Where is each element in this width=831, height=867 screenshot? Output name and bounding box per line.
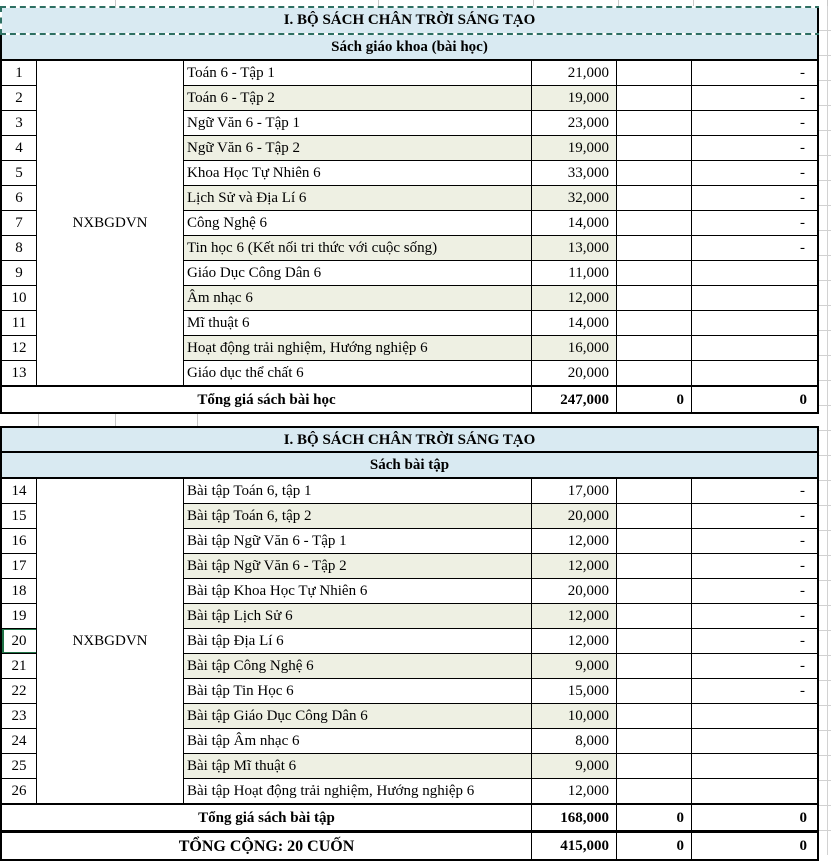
- section2-body: [0, 479, 819, 804]
- row-number-cell[interactable]: 9: [2, 261, 37, 286]
- row-number-cell[interactable]: 25: [2, 754, 37, 779]
- book-name-cell[interactable]: Lịch Sử và Địa Lí 6: [184, 186, 532, 211]
- dash-cell[interactable]: [692, 754, 817, 779]
- empty-cell[interactable]: [617, 361, 692, 386]
- table-row: [184, 111, 817, 136]
- row-number-cell[interactable]: 18: [2, 579, 37, 604]
- empty-cell[interactable]: [617, 311, 692, 336]
- book-rows-column: [184, 479, 817, 804]
- table-row: [184, 504, 817, 529]
- section2-total-row: [0, 804, 819, 832]
- price-cell[interactable]: 12,000: [532, 629, 617, 654]
- row-number-cell[interactable]: 21: [2, 654, 37, 679]
- copied-range-marquee: [0, 6, 831, 35]
- row-number-cell[interactable]: 8: [2, 236, 37, 261]
- dash-cell[interactable]: -: [692, 554, 817, 579]
- gridline: [533, 0, 534, 6]
- price-cell[interactable]: 10,000: [532, 704, 617, 729]
- table-row: [184, 679, 817, 704]
- empty-cell[interactable]: [617, 261, 692, 286]
- price-cell[interactable]: 20,000: [532, 579, 617, 604]
- book-name-cell[interactable]: Giáo dục thể chất 6: [184, 361, 532, 386]
- empty-cell[interactable]: [617, 629, 692, 654]
- empty-cell[interactable]: [617, 86, 692, 111]
- gridline: [38, 414, 39, 426]
- book-name-cell[interactable]: Bài tập Ngữ Văn 6 - Tập 2: [184, 554, 532, 579]
- book-name-cell[interactable]: Bài tập Hoạt động trải nghiệm, Hướng nghiệp 6: [184, 779, 532, 804]
- row-number-cell[interactable]: 11: [2, 311, 37, 336]
- empty-cell[interactable]: [617, 779, 692, 804]
- dash-cell[interactable]: [692, 729, 817, 754]
- gridline: [618, 0, 619, 6]
- total-price-cell[interactable]: 247,000: [532, 387, 617, 413]
- table-row: [184, 286, 817, 311]
- table-row: [184, 261, 817, 286]
- book-name-cell[interactable]: Toán 6 - Tập 2: [184, 86, 532, 111]
- table-row: [184, 161, 817, 186]
- book-name-cell[interactable]: Bài tập Địa Lí 6: [184, 629, 532, 654]
- empty-cell[interactable]: [617, 704, 692, 729]
- empty-cell[interactable]: [617, 336, 692, 361]
- row-number-cell[interactable]: 6: [2, 186, 37, 211]
- table-row: [184, 336, 817, 361]
- price-cell[interactable]: 17,000: [532, 479, 617, 504]
- row-number-cell[interactable]: 10: [2, 286, 37, 311]
- table-row: [184, 554, 817, 579]
- book-rows-column: [184, 61, 817, 386]
- table-row: [184, 604, 817, 629]
- total-col5-cell[interactable]: 0: [617, 387, 692, 413]
- right-gutter: [819, 6, 831, 855]
- price-cell[interactable]: 11,000: [532, 261, 617, 286]
- row-number-cell[interactable]: 3: [2, 111, 37, 136]
- book-name-cell[interactable]: Bài tập Mĩ thuật 6: [184, 754, 532, 779]
- price-cell[interactable]: 20,000: [532, 361, 617, 386]
- gridline: [378, 0, 379, 6]
- table-row: [184, 754, 817, 779]
- dash-cell[interactable]: -: [692, 236, 817, 261]
- book-name-cell[interactable]: Bài tập Khoa Học Tự Nhiên 6: [184, 579, 532, 604]
- grand-total-row: [0, 832, 819, 861]
- dash-cell[interactable]: [692, 261, 817, 286]
- empty-cell[interactable]: [617, 111, 692, 136]
- empty-cell[interactable]: [617, 529, 692, 554]
- row-number-cell[interactable]: 7: [2, 211, 37, 236]
- price-cell[interactable]: 12,000: [532, 779, 617, 804]
- price-cell[interactable]: 19,000: [532, 136, 617, 161]
- dash-cell[interactable]: -: [692, 86, 817, 111]
- price-cell[interactable]: 12,000: [532, 554, 617, 579]
- top-gutter: [0, 0, 831, 6]
- table-row: [184, 236, 817, 261]
- table-row: [184, 311, 817, 336]
- book-name-cell[interactable]: Ngữ Văn 6 - Tập 1: [184, 111, 532, 136]
- gridline: [693, 0, 694, 6]
- row-number-cell[interactable]: 2: [2, 86, 37, 111]
- book-name-cell[interactable]: Ngữ Văn 6 - Tập 2: [184, 136, 532, 161]
- section2-subtitle-cell[interactable]: Sách bài tập: [0, 453, 819, 479]
- empty-cell[interactable]: [617, 504, 692, 529]
- empty-cell[interactable]: [617, 136, 692, 161]
- empty-cell[interactable]: [617, 654, 692, 679]
- book-name-cell[interactable]: Giáo Dục Công Dân 6: [184, 261, 532, 286]
- price-cell[interactable]: 21,000: [532, 61, 617, 86]
- dash-cell[interactable]: -: [692, 679, 817, 704]
- price-cell[interactable]: 12,000: [532, 529, 617, 554]
- table-row: [184, 86, 817, 111]
- price-cell[interactable]: 15,000: [532, 679, 617, 704]
- row-number-column: [2, 479, 37, 804]
- dash-cell[interactable]: [692, 311, 817, 336]
- dash-cell[interactable]: -: [692, 604, 817, 629]
- empty-cell[interactable]: [617, 679, 692, 704]
- empty-cell[interactable]: [617, 729, 692, 754]
- dash-cell[interactable]: [692, 779, 817, 804]
- dash-cell[interactable]: -: [692, 61, 817, 86]
- empty-cell[interactable]: [617, 479, 692, 504]
- price-cell[interactable]: 16,000: [532, 336, 617, 361]
- table-row: [184, 704, 817, 729]
- dash-cell[interactable]: [692, 336, 817, 361]
- publisher-cell[interactable]: NXBGDVN: [37, 61, 184, 386]
- dash-cell[interactable]: -: [692, 479, 817, 504]
- row-number-column: [2, 61, 37, 386]
- section1-subtitle-cell[interactable]: Sách giáo khoa (bài học): [0, 35, 819, 61]
- book-name-cell[interactable]: Tin học 6 (Kết nối tri thức với cuộc sống): [184, 236, 532, 261]
- section1-total-row: [0, 386, 819, 414]
- table-row: [184, 579, 817, 604]
- empty-cell[interactable]: [617, 236, 692, 261]
- empty-cell[interactable]: [617, 604, 692, 629]
- grand-total-price-cell[interactable]: 415,000: [532, 833, 617, 860]
- row-number-cell[interactable]: 19: [2, 604, 37, 629]
- row-number-cell[interactable]: 1: [2, 61, 37, 86]
- book-name-cell[interactable]: Bài tập Giáo Dục Công Dân 6: [184, 704, 532, 729]
- empty-cell[interactable]: [617, 61, 692, 86]
- total-price-cell[interactable]: 168,000: [532, 805, 617, 831]
- dash-cell[interactable]: -: [692, 186, 817, 211]
- row-number-cell[interactable]: 13: [2, 361, 37, 386]
- row-number-cell[interactable]: 12: [2, 336, 37, 361]
- total-col6-cell[interactable]: 0: [799, 392, 807, 408]
- book-name-cell[interactable]: Âm nhạc 6: [184, 286, 532, 311]
- dash-cell[interactable]: -: [692, 111, 817, 136]
- row-number-cell[interactable]: 17: [2, 554, 37, 579]
- table-row: [184, 186, 817, 211]
- row-number-cell[interactable]: 26: [2, 779, 37, 804]
- table-row: [184, 529, 817, 554]
- price-cell[interactable]: 12,000: [532, 604, 617, 629]
- row-number-cell[interactable]: 4: [2, 136, 37, 161]
- price-cell[interactable]: 12,000: [532, 286, 617, 311]
- book-name-cell[interactable]: Khoa Học Tự Nhiên 6: [184, 161, 532, 186]
- row-number-cell[interactable]: 22: [2, 679, 37, 704]
- dash-cell[interactable]: [692, 286, 817, 311]
- table-row: [184, 479, 817, 504]
- section-gap: [0, 414, 831, 426]
- dash-cell[interactable]: -: [692, 629, 817, 654]
- row-number-cell[interactable]: 14: [2, 479, 37, 504]
- table-row: [184, 629, 817, 654]
- gridline: [197, 414, 198, 426]
- table-row: [184, 654, 817, 679]
- book-name-cell[interactable]: Hoạt động trải nghiệm, Hướng nghiệp 6: [184, 336, 532, 361]
- book-name-cell[interactable]: Bài tập Toán 6, tập 2: [184, 504, 532, 529]
- table-row: [184, 361, 817, 386]
- empty-cell[interactable]: [617, 579, 692, 604]
- price-cell[interactable]: 14,000: [532, 311, 617, 336]
- table-row: [184, 136, 817, 161]
- book-name-cell[interactable]: Bài tập Âm nhạc 6: [184, 729, 532, 754]
- dash-cell[interactable]: -: [692, 504, 817, 529]
- dash-cell[interactable]: -: [692, 161, 817, 186]
- row-number-cell[interactable]: 20: [2, 629, 37, 654]
- book-name-cell[interactable]: Bài tập Công Nghệ 6: [184, 654, 532, 679]
- grand-total-col6-cell[interactable]: 0: [799, 838, 807, 854]
- gridline: [115, 414, 116, 426]
- table-row: [184, 729, 817, 754]
- dash-cell[interactable]: [692, 361, 817, 386]
- gridline: [827, 6, 828, 855]
- grand-total-label-cell[interactable]: TỔNG CỘNG: 20 CUỐN: [2, 833, 532, 860]
- dash-cell[interactable]: [692, 704, 817, 729]
- empty-cell[interactable]: [617, 286, 692, 311]
- empty-cell[interactable]: [617, 161, 692, 186]
- book-name-cell[interactable]: Công Nghệ 6: [184, 211, 532, 236]
- dash-cell[interactable]: -: [692, 579, 817, 604]
- empty-cell[interactable]: [617, 211, 692, 236]
- row-number-cell[interactable]: 23: [2, 704, 37, 729]
- section1-title-cell[interactable]: I. BỘ SÁCH CHÂN TRỜI SÁNG TẠO: [2, 8, 819, 33]
- row-number-cell[interactable]: 5: [2, 161, 37, 186]
- price-cell[interactable]: 8,000: [532, 729, 617, 754]
- gridline: [115, 0, 116, 6]
- total-label-cell[interactable]: Tổng giá sách bài tập: [2, 805, 532, 831]
- total-col6-cell[interactable]: 0: [799, 810, 807, 826]
- book-name-cell[interactable]: Toán 6 - Tập 1: [184, 61, 532, 86]
- book-name-cell[interactable]: Bài tập Toán 6, tập 1: [184, 479, 532, 504]
- row-number-cell[interactable]: 24: [2, 729, 37, 754]
- table-row: [184, 779, 817, 804]
- price-cell[interactable]: 9,000: [532, 754, 617, 779]
- dash-cell[interactable]: -: [692, 654, 817, 679]
- price-cell[interactable]: 32,000: [532, 186, 617, 211]
- publisher-cell[interactable]: NXBGDVN: [37, 479, 184, 804]
- price-cell[interactable]: 14,000: [532, 211, 617, 236]
- book-name-cell[interactable]: Bài tập Ngữ Văn 6 - Tập 1: [184, 529, 532, 554]
- dash-cell[interactable]: -: [692, 136, 817, 161]
- book-name-cell[interactable]: Mĩ thuật 6: [184, 311, 532, 336]
- book-name-cell[interactable]: Bài tập Lịch Sử 6: [184, 604, 532, 629]
- row-number-cell[interactable]: 16: [2, 529, 37, 554]
- price-cell[interactable]: 33,000: [532, 161, 617, 186]
- total-label-cell[interactable]: Tổng giá sách bài học: [2, 387, 532, 413]
- row-number-cell[interactable]: 15: [2, 504, 37, 529]
- total-col5-cell[interactable]: 0: [617, 805, 692, 831]
- price-cell[interactable]: 19,000: [532, 86, 617, 111]
- dash-cell[interactable]: -: [692, 529, 817, 554]
- dash-cell[interactable]: -: [692, 211, 817, 236]
- price-cell[interactable]: 23,000: [532, 111, 617, 136]
- table-row: [184, 211, 817, 236]
- section2-title-cell[interactable]: I. BỘ SÁCH CHÂN TRỜI SÁNG TẠO: [0, 426, 819, 453]
- table-row: [184, 61, 817, 86]
- price-cell[interactable]: 9,000: [532, 654, 617, 679]
- empty-cell[interactable]: [617, 554, 692, 579]
- empty-cell[interactable]: [617, 186, 692, 211]
- book-name-cell[interactable]: Bài tập Tin Học 6: [184, 679, 532, 704]
- price-cell[interactable]: 13,000: [532, 236, 617, 261]
- empty-cell[interactable]: [617, 754, 692, 779]
- section1-body: [0, 61, 819, 386]
- grand-total-col5-cell[interactable]: 0: [617, 833, 692, 860]
- price-cell[interactable]: 20,000: [532, 504, 617, 529]
